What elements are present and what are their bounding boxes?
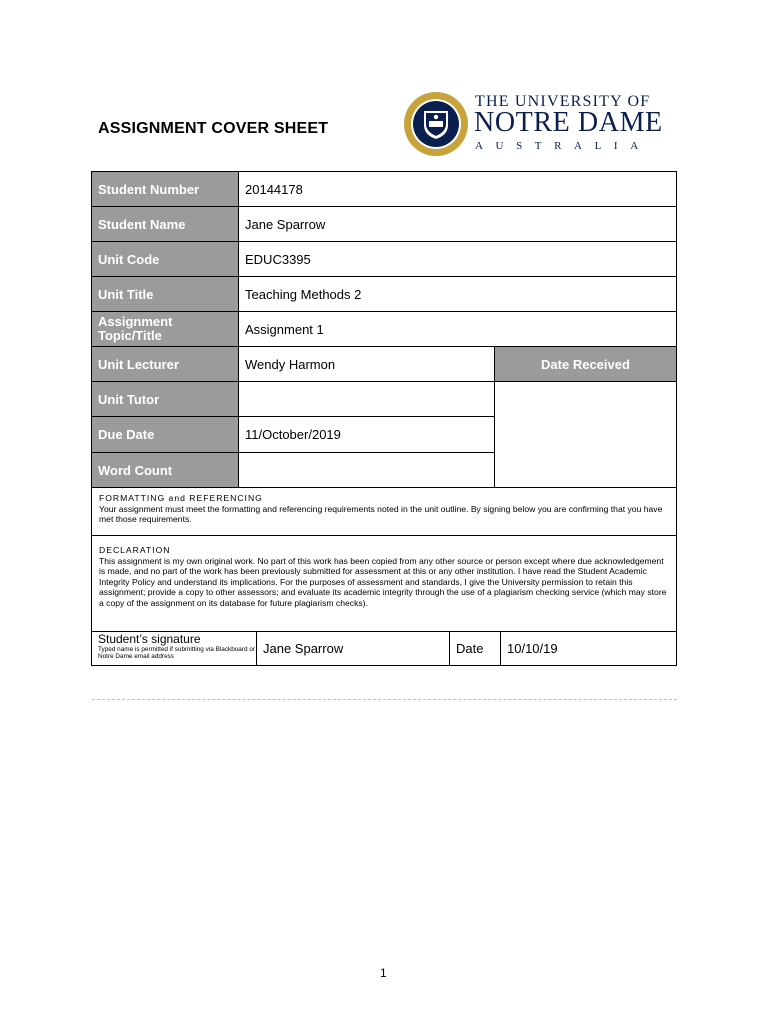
unit-lecturer-field[interactable]: Wendy Harmon <box>238 346 495 382</box>
unit-title-field[interactable]: Teaching Methods 2 <box>238 276 677 312</box>
word-count-field[interactable] <box>238 452 495 488</box>
signature-date-field[interactable]: 10/10/19 <box>500 631 677 666</box>
logo-line-3: AUSTRALIA <box>475 140 651 152</box>
declaration-section <box>91 535 677 632</box>
assignment-topic-label: Assignment Topic/Title <box>91 311 239 347</box>
section-divider <box>92 699 677 700</box>
declaration-heading: DECLARATION <box>99 545 171 555</box>
word-count-label: Word Count <box>91 452 239 488</box>
signature-label: Student’s signature <box>98 632 201 646</box>
formatting-text: Your assignment must meet the formatting and referencing requirements noted in the unit outline. By signing below you are confirming that you have met those requirements. <box>99 503 663 525</box>
page-number: 1 <box>380 966 387 980</box>
student-number-field[interactable]: 20144178 <box>238 171 677 207</box>
date-received-label: Date Received <box>494 346 677 382</box>
unit-title-label: Unit Title <box>91 276 239 312</box>
page-title: ASSIGNMENT COVER SHEET <box>98 120 329 137</box>
formatting-heading: FORMATTING and REFERENCING <box>99 493 263 503</box>
logo-line-2: NOTRE DAME <box>474 107 663 138</box>
date-received-field[interactable] <box>494 381 677 488</box>
unit-tutor-field[interactable] <box>238 381 495 417</box>
signature-note: Typed name is permitted if submitting via Blackboard or Notre Dame email address <box>98 646 255 661</box>
unit-code-label: Unit Code <box>91 241 239 277</box>
signature-date-label: Date <box>449 631 501 666</box>
unit-code-field[interactable]: EDUC3395 <box>238 241 677 277</box>
unit-tutor-label: Unit Tutor <box>91 381 239 417</box>
student-name-field[interactable]: Jane Sparrow <box>238 206 677 242</box>
student-number-label: Student Number <box>91 171 239 207</box>
due-date-field[interactable]: 11/October/2019 <box>238 416 495 453</box>
university-seal-icon <box>403 91 469 157</box>
unit-lecturer-label: Unit Lecturer <box>91 346 239 382</box>
formatting-section <box>91 487 677 536</box>
signature-label-cell <box>91 631 257 666</box>
signature-field[interactable]: Jane Sparrow <box>256 631 450 666</box>
declaration-text: This assignment is my own original work. No part of this work has been copied from any other source or person except where due acknowledgement is made, and no part of the work has been previously submitted for assessment at this or any other institution. I have read the Student Academic Integrity Policy and understand its implications. For the purposes of assessment and standards, I give the University permission to retain this assignment; provide a copy to other assessors; and evaluate its academic integrity through the use of a plagiarism checking service (which may store a copy of the assignment on its database for future plagiarism checks). <box>99 555 667 608</box>
assignment-topic-field[interactable]: Assignment 1 <box>238 311 677 347</box>
logo-line-1: THE UNIVERSITY OF <box>475 93 651 110</box>
due-date-label: Due Date <box>91 416 239 453</box>
university-logo <box>403 90 668 158</box>
student-name-label: Student Name <box>91 206 239 242</box>
